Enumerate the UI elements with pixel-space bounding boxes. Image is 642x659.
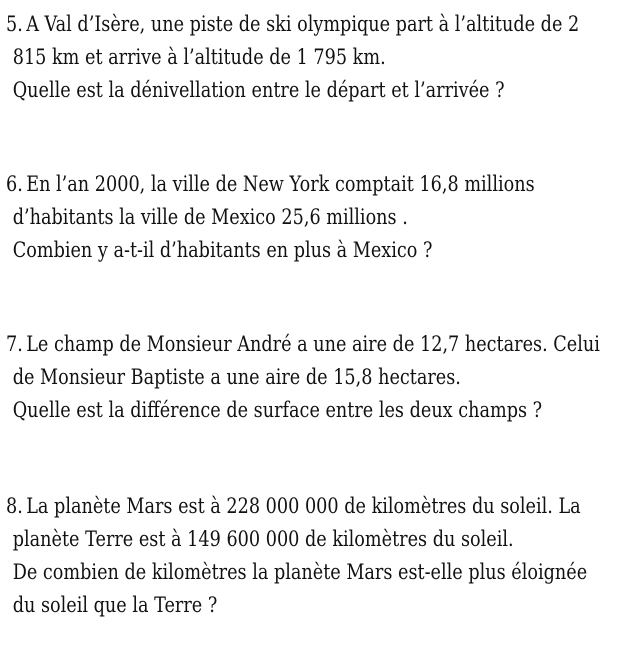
problem-number: 7. xyxy=(6,332,23,356)
problem-text: Le champ de Monsieur André a une aire de 12,7 hectares. Celui xyxy=(26,332,600,356)
problem-line xyxy=(6,168,535,201)
problem-text: A Val d’Isère, une piste de ski olympique part à l’altitude de 2 xyxy=(26,12,580,36)
problem-text: d’habitants la ville de Mexico 25,6 millions . xyxy=(12,205,408,229)
problem-7 xyxy=(6,328,636,427)
problem-question: Quelle est la dénivellation entre le départ et l’arrivée ? xyxy=(12,78,505,102)
problem-question: Combien y a-t-il d’habitants en plus à Mexico ? xyxy=(12,238,433,262)
problem-question: De combien de kilomètres la planète Mars est-elle plus éloignée xyxy=(12,560,588,584)
problem-text: La planète Mars est à 228 000 000 de kilomètres du soleil. La xyxy=(26,494,581,518)
problem-number: 8. xyxy=(6,494,23,518)
problem-question: Quelle est la différence de surface entre les deux champs ? xyxy=(12,398,543,422)
problem-number: 6. xyxy=(6,172,23,196)
problem-line xyxy=(6,490,581,523)
problem-text: de Monsieur Baptiste a une aire de 15,8 hectares. xyxy=(12,365,461,389)
problem-question: du soleil que la Terre ? xyxy=(12,593,218,617)
problem-line xyxy=(6,328,600,361)
problem-line xyxy=(6,8,580,41)
problem-6 xyxy=(6,168,636,267)
problem-text: planète Terre est à 149 600 000 de kilomètres du soleil. xyxy=(12,527,514,551)
problem-8 xyxy=(6,490,636,622)
problem-number: 5. xyxy=(6,12,23,36)
problem-text: 815 km et arrive à l’altitude de 1 795 km. xyxy=(12,45,386,69)
problem-5 xyxy=(6,8,636,107)
problem-text: En l’an 2000, la ville de New York comptait 16,8 millions xyxy=(26,172,535,196)
